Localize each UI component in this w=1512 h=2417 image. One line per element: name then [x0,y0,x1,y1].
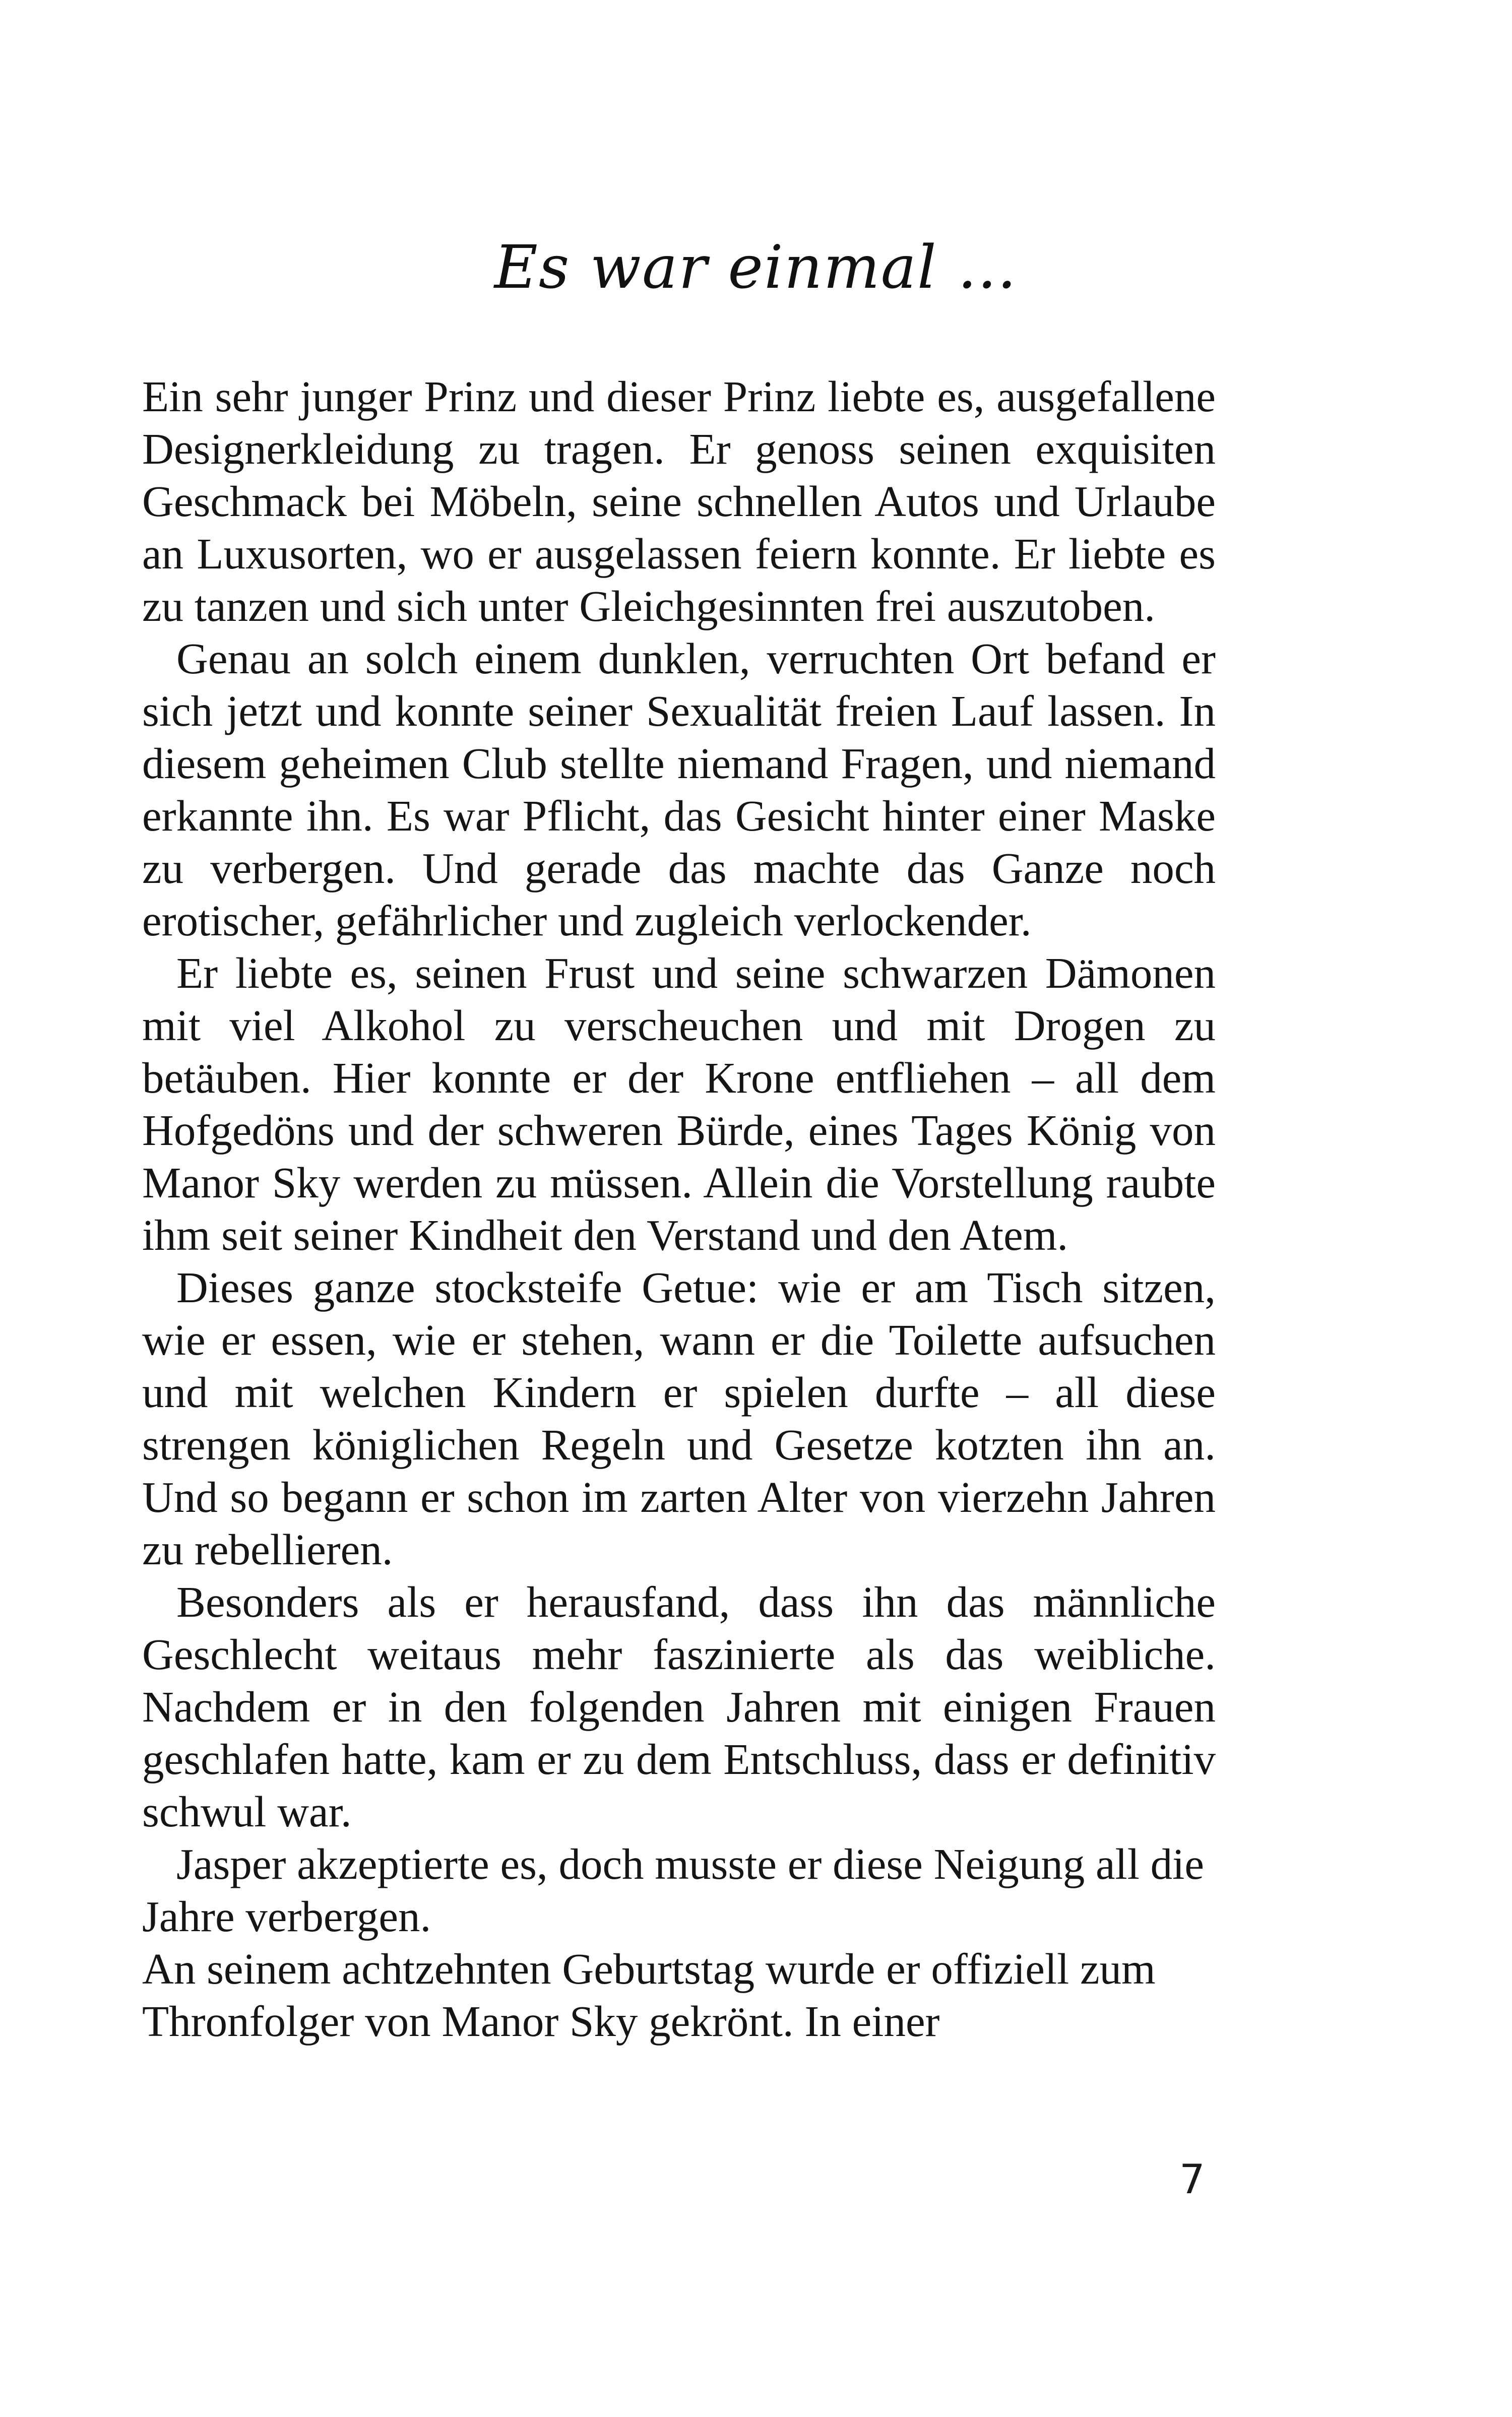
paragraph-4: Dieses ganze stocksteife Getue: wie er am Tisch sitzen, wie er essen, wie er stehen, wann er die Toilette aufsuchen und mit welchen Kindern er spielen durfte – all diese strengen königlichen Regeln und Gesetze kotzten ihn an. Und so begann er schon im zarten Alter von vierzehn Jahren zu rebellieren. [142,1263,1216,1574]
body-text [142,370,1216,2048]
paragraph-7: An seinem achtzehnten Geburtstag wurde er offiziell zum Thronfolger von Manor Sky gekrönt. In einer [142,1944,1156,2046]
paragraph-6: Jasper akzeptierte es, doch musste er diese Neigung all die Jahre verbergen. [142,1839,1204,1941]
chapter-title: Es war einmal … [494,232,1018,302]
paragraph-3: Er liebte es, seinen Frust und seine schwarzen Dämonen mit viel Alkohol zu verscheuchen und mit Drogen zu betäuben. Hier konnte er der Krone entfliehen – all dem Hofgedöns und der schweren Bürde, eines Tages König von Manor Sky werden zu müssen. Allein die Vorstellung raubte ihm seit seiner Kindheit den Verstand und den Atem. [142,948,1216,1259]
paragraph-5: Besonders als er herausfand, dass ihn das männliche Geschlecht weitaus mehr faszinierte als das weibliche. Nachdem er in den folgenden Jahren mit einigen Frauen geschlafen hatte, kam er zu dem Entschluss, dass er definitiv schwul war. [142,1577,1216,1836]
paragraph-2: Genau an solch einem dunklen, verruchten Ort befand er sich jetzt und konnte seiner Sexualität freien Lauf lassen. In diesem geheimen Club stellte niemand Fragen, und niemand erkannte ihn. Es war Pflicht, das Gesicht hinter einer Maske zu verbergen. Und gerade das machte das Ganze noch erotischer, gefährlicher und zugleich verlockender. [142,634,1216,945]
page-number: 7 [1179,2156,1205,2203]
paragraph-1: Ein sehr junger Prinz und dieser Prinz liebte es, ausgefallene Designerkleidung zu tragen. Er genoss seinen exquisiten Geschmack bei Möbeln, seine schnellen Autos und Urlaube an Luxusorten, wo er ausgelassen feiern konnte. Er liebte es zu tanzen und sich unter Gleichgesinnten frei auszutoben. [142,372,1216,630]
